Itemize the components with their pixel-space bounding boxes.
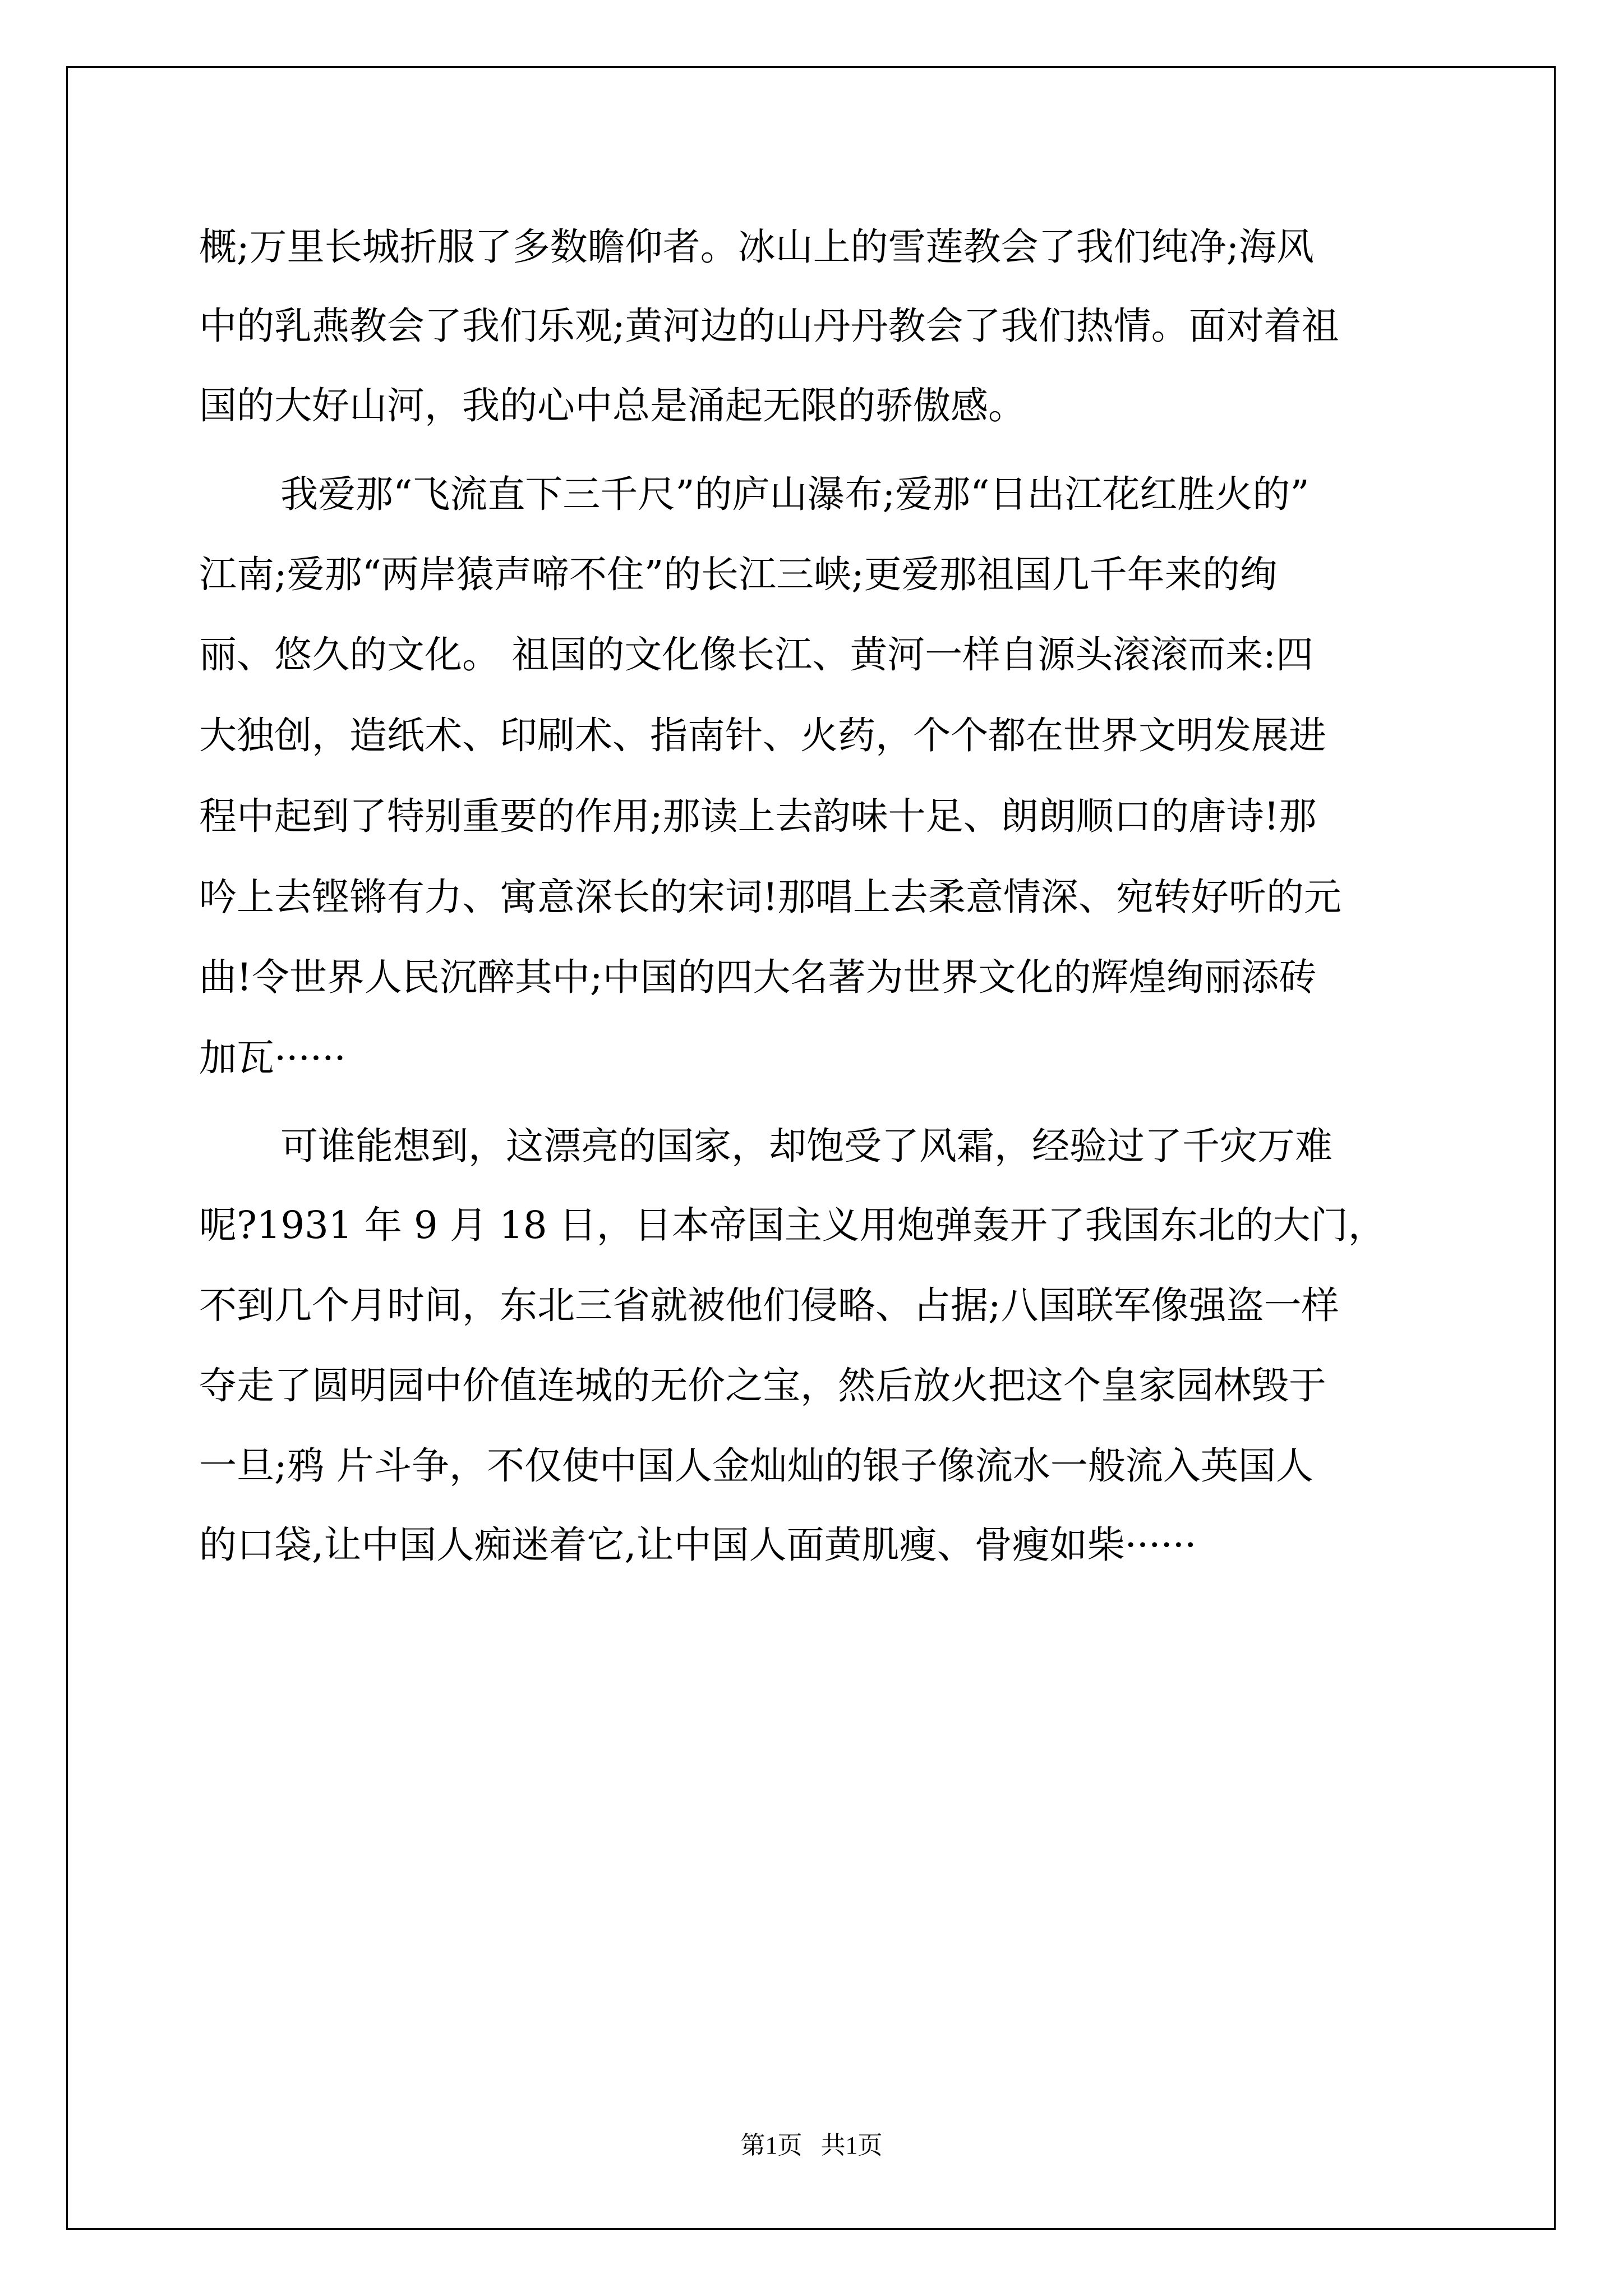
body-line-2: 中的乳燕教会了我们乐观;黄河边的山丹丹教会了我们热情。面对着祖 [199, 304, 1339, 348]
body-line-3: 国的大好山河，我的心中总是涌起无限的骄傲感。 [199, 384, 1026, 427]
body-line-13: 呢?1931 年 9 月 18 日，日本帝国主义用炮弹轰开了我国东北的大门， [199, 1203, 1386, 1247]
body-line-17: 的口袋,让中国人痴迷着它,让中国人面黄肌瘦、骨瘦如柴······ [199, 1523, 1197, 1567]
body-line-9: 吟上去铿锵有力、寓意深长的宋词!那唱上去柔意情深、宛转好听的元 [199, 875, 1341, 919]
body-line-11: 加瓦······ [199, 1036, 346, 1080]
body-line-14: 不到几个月时间，东北三省就被他们侵略、占据;八国联军像强盗一样 [199, 1283, 1339, 1327]
body-line-12: 可谁能想到，这漂亮的国家，却饱受了风霜，经验过了千灾万难 [280, 1124, 1332, 1168]
body-line-4: 我爱那“飞流直下三千尺”的庐山瀑布;爱那“日出江花红胜火的” [280, 472, 1310, 516]
page-footer: 第1页 共1页 [740, 2132, 883, 2159]
body-line-8: 程中起到了特别重要的作用;那读上去韵味十足、朗朗顺口的唐诗!那 [199, 794, 1317, 838]
body-line-15: 夺走了圆明园中价值连城的无价之宝，然后放火把这个皇家园林毁于 [199, 1364, 1326, 1407]
body-line-10: 曲!令世界人民沉醉其中;中国的四大名著为世界文化的辉煌绚丽添砖 [199, 955, 1317, 999]
body-line-1: 概;万里长城折服了多数瞻仰者。冰山上的雪莲教会了我们纯净;海风 [199, 225, 1315, 269]
body-line-16: 一旦;鸦 片斗争，不仅使中国人金灿灿的银子像流水一般流入英国人 [199, 1444, 1313, 1488]
body-line-5: 江南;爱那“两岸猿声啼不住”的长江三峡;更爱那祖国几千年来的绚 [199, 553, 1278, 596]
body-line-6: 丽、悠久的文化。 祖国的文化像长江、黄河一样自源头滚滚而来:四 [199, 633, 1313, 677]
body-line-7: 大独创，造纸术、印刷术、指南针、火药，个个都在世界文明发展进 [199, 714, 1326, 757]
